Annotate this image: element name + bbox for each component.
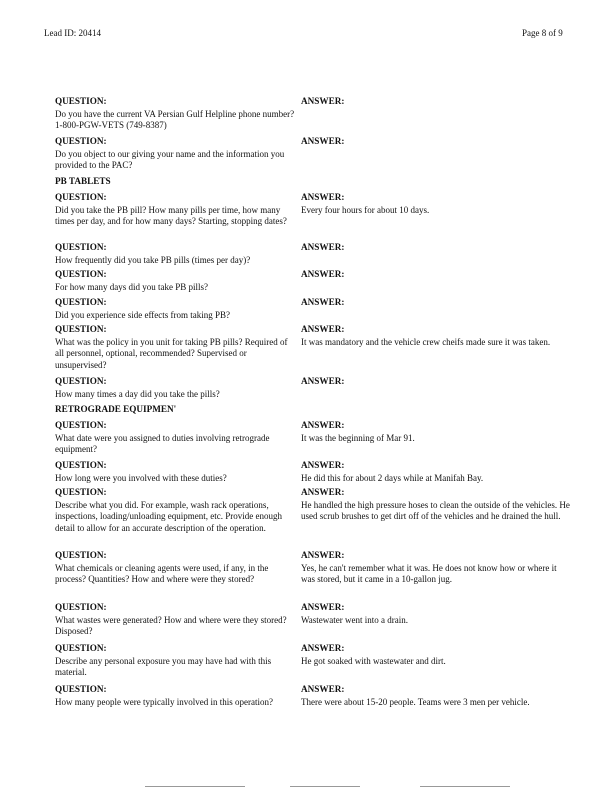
question-block <box>55 136 295 172</box>
question-block <box>55 192 295 228</box>
answer-text: He got soaked with wastewater and dirt. <box>301 656 446 667</box>
question-label: QUESTION: <box>55 96 107 106</box>
answer-block <box>301 487 571 523</box>
question-text: Did you experience side effects from taking PB? <box>55 310 231 321</box>
question-text: What was the policy in you unit for taking PB pills? Required of all personnel, optional, recommended? Supervised or unsupervised? <box>55 337 288 370</box>
footer-rule <box>420 786 510 787</box>
answer-label: ANSWER: <box>301 550 345 560</box>
question-label: QUESTION: <box>55 487 107 497</box>
question-text: Did you take the PB pill? How many pills per time, how many times per day, and for how many days? Starting, stopping dates? <box>55 205 287 227</box>
question-text: Describe any personal exposure you may have had with this material. <box>55 656 272 678</box>
answer-text: It was mandatory and the vehicle crew cheifs made sure it was taken. <box>301 337 551 348</box>
answer-label: ANSWER: <box>301 376 345 386</box>
question-block <box>55 684 295 708</box>
question-block <box>55 487 295 534</box>
question-block <box>55 643 295 679</box>
answer-label: ANSWER: <box>301 324 345 334</box>
answer-block <box>301 269 571 282</box>
answer-block <box>301 460 571 484</box>
answer-label: ANSWER: <box>301 96 345 106</box>
answer-label: ANSWER: <box>301 242 345 252</box>
question-label: QUESTION: <box>55 550 107 560</box>
question-text: How many people were typically involved in this operation? <box>55 697 273 708</box>
answer-text: He handled the high pressure hoses to clean the outside of the vehicles. He used scrub brushes to get dirt off of the vehicles and he drained the hull. <box>301 500 570 522</box>
question-text: Do you have the current VA Persian Gulf Helpline phone number? 1-800-PGW-VETS (749-8387) <box>55 109 295 131</box>
question-block <box>55 297 295 321</box>
answer-block <box>301 684 571 708</box>
question-text: What chemicals or cleaning agents were used, if any, in the process? Quantities? How and where were they stored? <box>55 563 269 585</box>
page-number: Page 8 of 9 <box>522 28 563 38</box>
answer-label: ANSWER: <box>301 297 345 307</box>
answer-block <box>301 96 571 109</box>
answer-block <box>301 192 571 216</box>
question-label: QUESTION: <box>55 297 107 307</box>
question-label: QUESTION: <box>55 136 107 146</box>
answer-block <box>301 136 571 149</box>
answer-label: ANSWER: <box>301 684 345 694</box>
answer-text: Wastewater went into a drain. <box>301 615 408 626</box>
question-block <box>55 602 295 638</box>
answer-text: Yes, he can't remember what it was. He does not know how or where it was stored, but it came in a 10-gallon jug. <box>301 563 557 585</box>
question-block <box>55 550 295 586</box>
answer-text: He did this for about 2 days while at Manifah Bay. <box>301 473 484 484</box>
question-text: For how many days did you take PB pills? <box>55 282 208 293</box>
question-block <box>55 96 295 132</box>
answer-label: ANSWER: <box>301 460 345 470</box>
section-heading: PB TABLETS <box>55 176 111 186</box>
question-label: QUESTION: <box>55 376 107 386</box>
answer-text: There were about 15-20 people. Teams were 3 men per vehicle. <box>301 697 530 708</box>
question-block <box>55 376 295 400</box>
question-label: QUESTION: <box>55 602 107 612</box>
question-text: Do you object to our giving your name and the information you provided to the PAC? <box>55 149 285 171</box>
lead-id: Lead ID: 20414 <box>44 28 101 38</box>
answer-block <box>301 602 571 626</box>
answer-block <box>301 376 571 389</box>
question-label: QUESTION: <box>55 684 107 694</box>
question-label: QUESTION: <box>55 242 107 252</box>
question-block <box>55 269 295 293</box>
footer-rule <box>290 786 360 787</box>
question-label: QUESTION: <box>55 420 107 430</box>
answer-label: ANSWER: <box>301 136 345 146</box>
answer-block <box>301 242 571 255</box>
footer-rule <box>145 786 245 787</box>
answer-block <box>301 420 571 444</box>
question-text: How frequently did you take PB pills (times per day)? <box>55 255 251 266</box>
question-text: Describe what you did. For example, wash rack operations, inspections, loading/unloading equipment, etc. Provide enough detail to allow for an accurate description of the operation. <box>55 500 282 533</box>
question-label: QUESTION: <box>55 269 107 279</box>
question-block <box>55 324 295 371</box>
question-text: What date were you assigned to duties involving retrograde equipment? <box>55 433 270 455</box>
question-block <box>55 420 295 456</box>
answer-text: Every four hours for about 10 days. <box>301 205 430 216</box>
question-label: QUESTION: <box>55 324 107 334</box>
answer-label: ANSWER: <box>301 643 345 653</box>
answer-block <box>301 324 571 348</box>
question-label: QUESTION: <box>55 643 107 653</box>
answer-block <box>301 297 571 310</box>
question-text: What wastes were generated? How and where were they stored? Disposed? <box>55 615 287 637</box>
question-text: How long were you involved with these duties? <box>55 473 227 484</box>
answer-label: ANSWER: <box>301 192 345 202</box>
question-text: How many times a day did you take the pills? <box>55 389 220 400</box>
question-block <box>55 242 295 266</box>
answer-block <box>301 550 571 586</box>
answer-label: ANSWER: <box>301 487 345 497</box>
question-label: QUESTION: <box>55 192 107 202</box>
answer-text: It was the beginning of Mar 91. <box>301 433 415 444</box>
answer-label: ANSWER: <box>301 420 345 430</box>
question-label: QUESTION: <box>55 460 107 470</box>
answer-block <box>301 643 571 667</box>
section-heading: RETROGRADE EQUIPMEN' <box>55 404 177 414</box>
question-block <box>55 460 295 484</box>
answer-label: ANSWER: <box>301 269 345 279</box>
answer-label: ANSWER: <box>301 602 345 612</box>
